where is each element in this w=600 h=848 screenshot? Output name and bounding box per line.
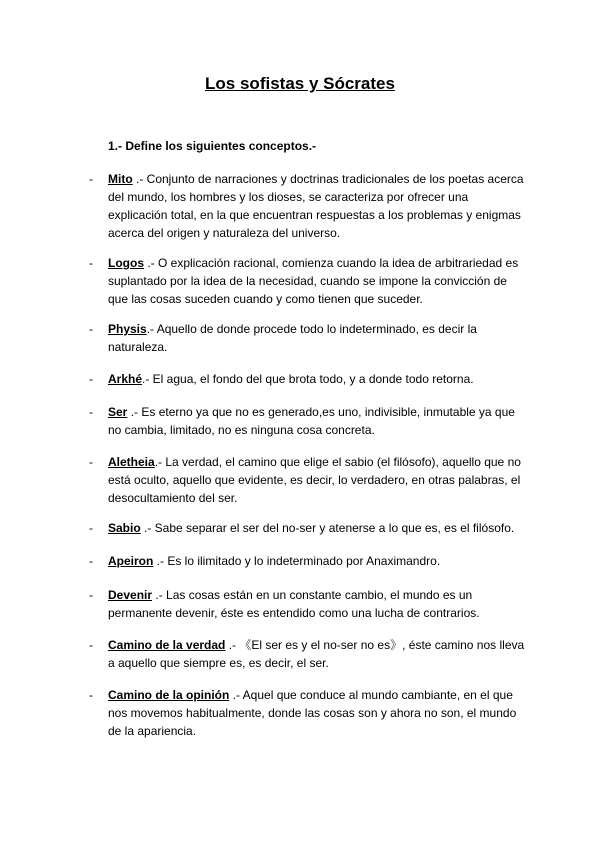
concept-text — [108, 170, 530, 242]
bullet-dash: - — [89, 256, 93, 270]
bullet-dash: - — [89, 554, 93, 568]
concept-text — [108, 254, 530, 308]
concept-definition: .- El agua, el fondo del que brota todo, y a donde todo retorna. — [142, 372, 474, 386]
concept-term: Apeiron — [108, 554, 154, 568]
concept-definition: .- Las cosas están en un constante cambio, el mundo es un permanente devenir, éste es entendido como una lucha de contrarios. — [108, 588, 480, 620]
concept-text — [108, 370, 530, 388]
concept-text — [108, 636, 530, 672]
concept-definition: .- La verdad, el camino que elige el sabio (el filósofo), aquello que no está oculto, aquello que evidente, es decir, lo verdadero, en otras palabras, el desocultamiento del ser. — [108, 455, 521, 505]
bullet-dash: - — [89, 405, 93, 419]
concept-text — [108, 519, 530, 537]
concept-definition: .- Sabe separar el ser del no-ser y atenerse a lo que es, es el filósofo. — [140, 521, 515, 535]
bullet-dash: - — [89, 172, 93, 186]
concept-definition: .- Aquello de donde procede todo lo indeterminado, es decir la naturaleza. — [108, 322, 477, 354]
bullet-dash: - — [89, 588, 93, 602]
concept-text — [108, 586, 530, 622]
concept-term: Sabio — [108, 521, 141, 535]
concept-term: Physis — [108, 322, 147, 336]
concept-definition: .- 《El ser es y el no-ser no es》, éste camino nos lleva a aquello que siempre es, es decir, el ser. — [108, 638, 525, 670]
concept-term: Camino de la opinión — [108, 688, 230, 702]
section-heading: 1.- Define los siguientes conceptos.- — [108, 139, 317, 153]
bullet-dash: - — [89, 372, 93, 386]
bullet-dash: - — [89, 455, 93, 469]
concept-text — [108, 403, 530, 439]
document-title: Los sofistas y Sócrates — [205, 74, 395, 93]
concept-definition: .- Conjunto de narraciones y doctrinas tradicionales de los poetas acerca del mundo, los hombres y los dioses, se caracteriza por ofrecer una explicación total, en la que encuentran respuestas a los problemas y enigmas acerca del origen y naturaleza del universo. — [108, 172, 524, 240]
concept-term: Arkhé — [108, 372, 143, 386]
concept-text — [108, 552, 530, 570]
bullet-dash: - — [89, 688, 93, 702]
bullet-dash: - — [89, 322, 93, 336]
concept-term: Mito — [108, 172, 133, 186]
concept-text — [108, 453, 530, 507]
concept-term: Camino de la verdad — [108, 638, 226, 652]
bullet-dash: - — [89, 638, 93, 652]
concept-definition: .- Aquel que conduce al mundo cambiante, en el que nos movemos habitualmente, donde las cosas son y ahora no son, el mundo de la apariencia. — [108, 688, 517, 738]
concept-text — [108, 686, 530, 740]
concept-definition: .- Es eterno ya que no es generado,es uno, indivisible, inmutable ya que no cambia, limitado, no es ninguna cosa concreta. — [108, 405, 515, 437]
concept-definition: .- Es lo ilimitado y lo indeterminado por Anaximandro. — [153, 554, 441, 568]
concept-text — [108, 320, 530, 356]
concept-term: Aletheia — [108, 455, 155, 469]
concept-term: Ser — [108, 405, 128, 419]
concept-term: Devenir — [108, 588, 153, 602]
concept-term: Logos — [108, 256, 144, 270]
concept-definition: .- O explicación racional, comienza cuando la idea de arbitrariedad es suplantado por la idea de la necesidad, cuando se impone la convicción de que las cosas suceden cuando y como tienen que suceder. — [108, 256, 519, 306]
bullet-dash: - — [89, 521, 93, 535]
